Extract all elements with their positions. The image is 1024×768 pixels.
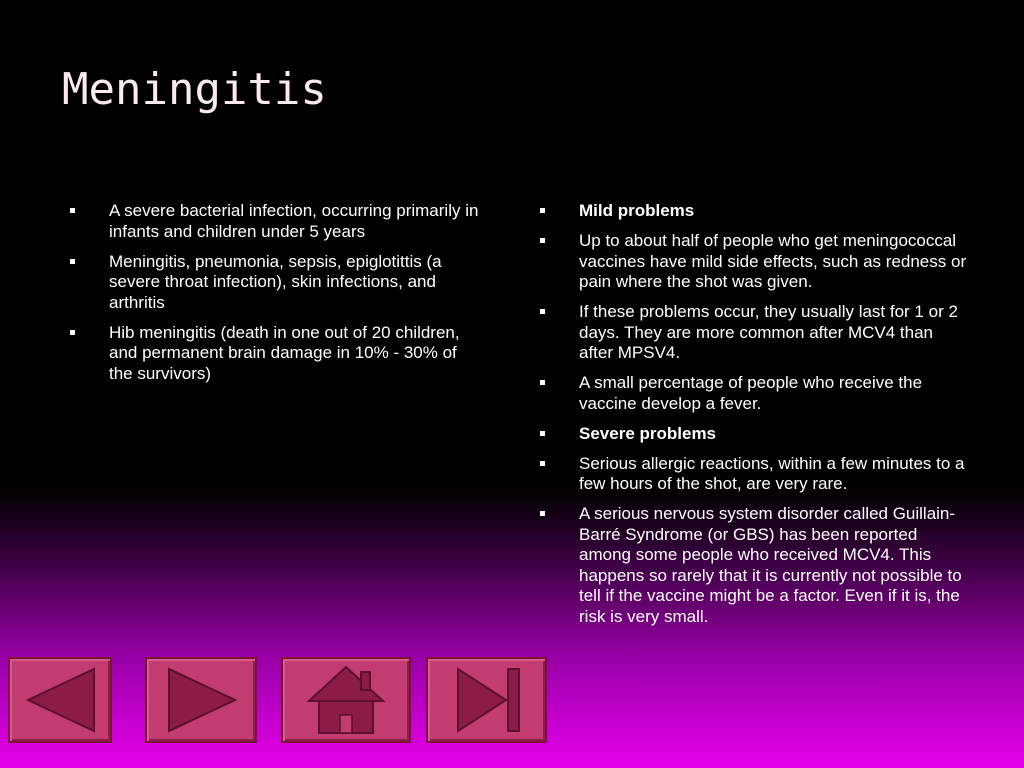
- list-item: [540, 504, 970, 627]
- list-item-text: Hib meningitis (death in one out of 20 children, and permanent brain damage in 10% - 30% of the survivors): [109, 322, 460, 383]
- left-triangle-icon: [10, 659, 110, 741]
- end-button[interactable]: [426, 657, 547, 743]
- list-item-text: A small percentage of people who receive the vaccine develop a fever.: [579, 373, 923, 413]
- list-item: [540, 454, 970, 495]
- list-item: [70, 252, 485, 314]
- list-item: [70, 323, 485, 385]
- list-item-heading: [540, 424, 970, 445]
- home-icon: [283, 659, 409, 741]
- list-item: [540, 231, 970, 293]
- list-item-text: Meningitis, pneumonia, sepsis, epiglotittis (a severe throat infection), skin infections, and arthritis: [109, 251, 442, 312]
- square-bullet-icon: [70, 330, 75, 335]
- square-bullet-icon: [70, 208, 75, 213]
- square-bullet-icon: [540, 431, 545, 436]
- square-bullet-icon: [540, 309, 545, 314]
- list-item: [540, 373, 970, 414]
- home-button[interactable]: [281, 657, 411, 743]
- list-item: [540, 302, 970, 364]
- list-item-text: Serious allergic reactions, within a few minutes to a few hours of the shot, are very rare.: [579, 453, 965, 493]
- list-item-heading: [540, 201, 970, 222]
- slide-title: Meningitis: [62, 64, 327, 115]
- square-bullet-icon: [540, 511, 545, 516]
- forward-button[interactable]: [145, 657, 257, 743]
- right-bullet-list: [540, 201, 970, 637]
- skip-to-end-icon: [428, 659, 545, 741]
- square-bullet-icon: [540, 238, 545, 243]
- square-bullet-icon: [70, 259, 75, 264]
- square-bullet-icon: [540, 208, 545, 213]
- list-item: [70, 201, 485, 242]
- list-item-text: Severe problems: [579, 423, 717, 443]
- list-item-text: Up to about half of people who get meningococcal vaccines have mild side effects, such as redness or pain where the shot was given.: [579, 231, 967, 291]
- square-bullet-icon: [540, 380, 545, 385]
- list-item-text: A severe bacterial infection, occurring primarily in infants and children under 5 years: [109, 201, 479, 241]
- list-item-text: If these problems occur, they usually last for 1 or 2 days. They are more common after MCV4 than after MPSV4.: [579, 302, 958, 362]
- square-bullet-icon: [540, 461, 545, 466]
- right-triangle-icon: [147, 659, 255, 741]
- back-button[interactable]: [8, 657, 112, 743]
- left-bullet-list: [70, 201, 485, 394]
- list-item-text: Mild problems: [579, 201, 695, 220]
- list-item-text: A serious nervous system disorder called Guillain-Barré Syndrome (or GBS) has been reported among some people who received MCV4. This happens so rarely that it is currently not possible to tell if the vaccine might be a factor. Even if it is, the risk is very small.: [579, 504, 962, 626]
